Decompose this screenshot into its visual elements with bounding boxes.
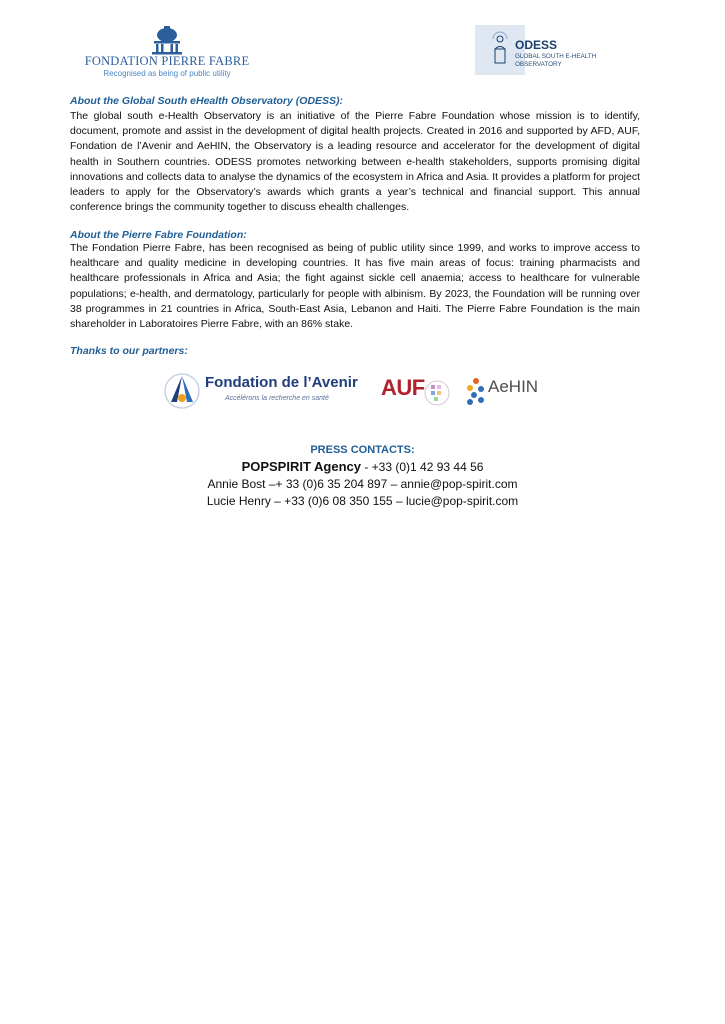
auf-logo-globe — [422, 378, 452, 408]
press-contact-lucie: Lucie Henry – +33 (0)6 08 350 155 – lucie@pop-spirit.com — [206, 494, 519, 508]
press-agency-line — [0, 459, 725, 474]
agency-name: POPSPIRIT Agency — [241, 459, 361, 474]
press-contact-annie: Annie Bost –+ 33 (0)6 35 204 897 – annie@pop-spirit.com — [207, 477, 518, 491]
odess-logo-subtitle-1: GLOBAL SOUTH E-HEALTH — [515, 53, 597, 60]
odess-logo-subtitle-2: OBSERVATORY — [515, 61, 562, 68]
foundation-paragraph: The Fondation Pierre Fabre, has been recognised as being of public utility since 1999, and works to improve access to healthcare and quality medicine in developing countries. It has five main areas of focus: training pharmacists and healthcare professionals in Africa and Asia; the fight against sickle cell anaemia; access to healthcare for vulnerable populations; e-health, and dermatology, particularly for people with albinism. By 2023, the Foundation will be running over 38 programmes in 21 countries in Africa, South-East Asia, Lebanon and Haiti. The Pierre Fabre Foundation is the main shareholder in Laboratoires Pierre Fabre, with an 86% stake. — [70, 242, 640, 331]
aehin-logo-text: AeHIN — [488, 377, 539, 396]
fondation-avenir-emblem — [163, 372, 203, 410]
agency-phone: - +33 (0)1 42 93 44 56 — [361, 460, 484, 474]
foundation-heading: About the Pierre Fabre Foundation: — [70, 229, 247, 241]
fondation-avenir-tagline: Accélérons la recherche en santé — [225, 395, 329, 402]
pierre-fabre-logo-name: FONDATION PIERRE FABRE — [84, 54, 250, 68]
odess-logo-name: ODESS — [515, 38, 558, 52]
press-contacts-title: PRESS CONTACTS: — [310, 444, 415, 456]
pierre-fabre-logo-tagline: Recognised as being of public utility — [103, 69, 231, 78]
odess-heading: About the Global South eHealth Observatory (ODESS): — [70, 95, 344, 107]
aehin-logo-emblem — [466, 376, 486, 406]
odess-paragraph: The global south e-Health Observatory is an initiative of the Pierre Fabre Foundation whose mission is to identify, document, promote and assist in the development of digital health projects. Created in 2016 and supported by AFD, AUF, Fondation de l’Avenir and AeHIN, the Observatory is a leading resource and accelerator for the development of digital health in Southern countries. ODESS promotes networking between e-health stakeholders, supports promising digital innovations and collects data to analyse the dynamics of the ecosystem in Africa and Asia. It provides a platform for project leaders to apply for the Observatory’s awards which grants a year’s technical and financial support. This annual conference brings the community together to discuss ehealth challenges. — [70, 110, 640, 214]
auf-logo-text: AUF — [381, 375, 425, 400]
partners-heading: Thanks to our partners: — [70, 345, 188, 357]
fondation-avenir-name: Fondation de l’Avenir — [205, 374, 358, 391]
